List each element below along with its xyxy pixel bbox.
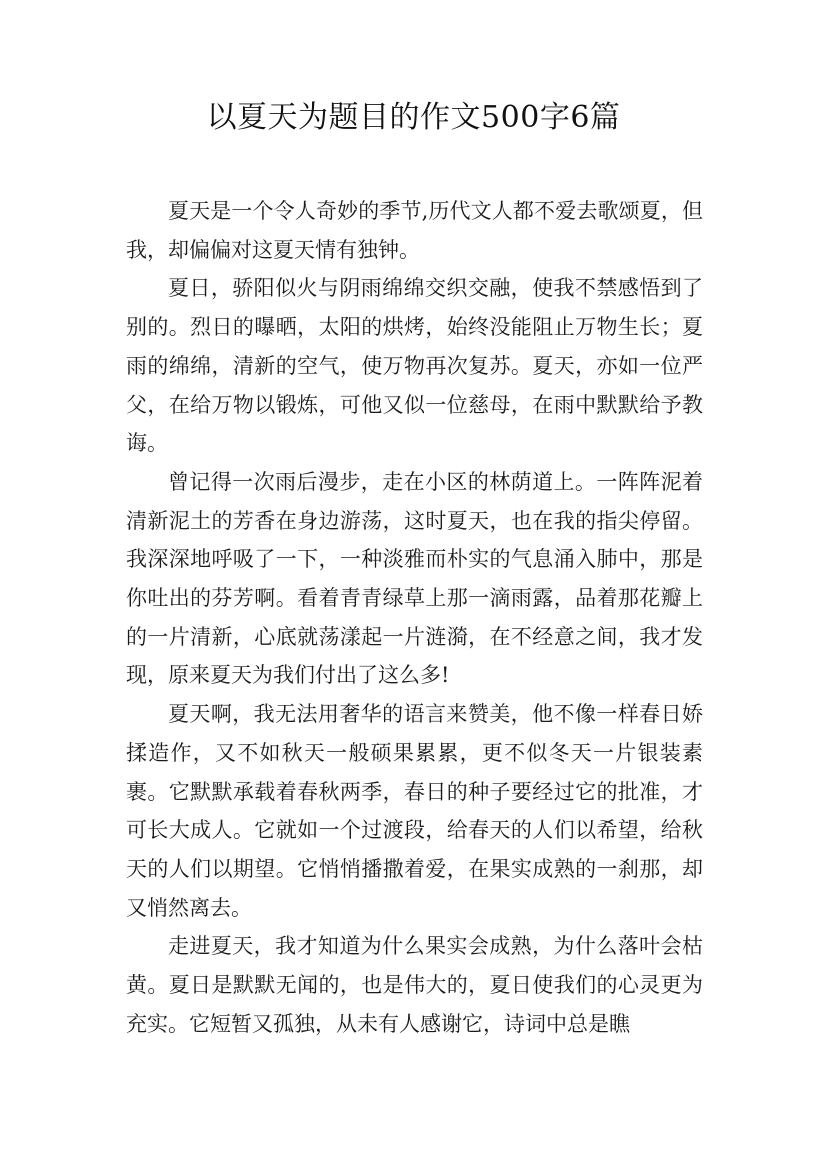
paragraph-3: 曾记得一次雨后漫步，走在小区的林荫道上。一阵阵泥着清新泥土的芳香在身边游荡，这时夏天，也在我的指尖停留。我深深地呼吸了一下，一种淡雅而朴实的气息涌入肺中，那是你吐出的芬芳啊。看着青青绿草上那一滴雨露，品着那花瓣上的一片清新，心底就荡漾起一片涟漪，在不经意之间，我才发现，原来夏天为我们付出了这么多! <box>126 469 703 688</box>
paragraph-4: 夏天啊，我无法用奢华的语言来赞美，他不像一样春日娇揉造作，又不如秋天一般硕果累累，更不似冬天一片银装素裹。它默默承载着春秋两季，春日的种子要经过它的批准，才可长大成人。它就如一个过渡段，给春天的人们以希望，给秋天的人们以期望。它悄悄播撒着爱，在果实成熟的一刹那，却又悄然离去。 <box>126 702 703 920</box>
document-title: 以夏天为题目的作文500字6篇 <box>206 100 621 135</box>
paragraph-1: 夏天是一个令人奇妙的季节,历代文人都不爱去歌颂夏，但我，却偏偏对这夏天情有独钟。 <box>126 199 703 262</box>
document-body <box>126 192 703 1043</box>
paragraph-5: 走进夏天，我才知道为什么果实会成熟，为什么落叶会枯黄。夏日是默默无闻的，也是伟大的，夏日使我们的心灵更为充实。它短暂又孤独，从未有人感谢它，诗词中总是瞧 <box>126 934 703 1036</box>
paragraph-2: 夏日，骄阳似火与阴雨绵绵交织交融，使我不禁感悟到了别的。烈日的曝晒，太阳的烘烤，始终没能阻止万物生长；夏雨的绵绵，清新的空气，使万物再次复苏。夏天，亦如一位严父，在给万物以锻炼，可他又似一位慈母，在雨中默默给予教诲。 <box>126 276 703 456</box>
